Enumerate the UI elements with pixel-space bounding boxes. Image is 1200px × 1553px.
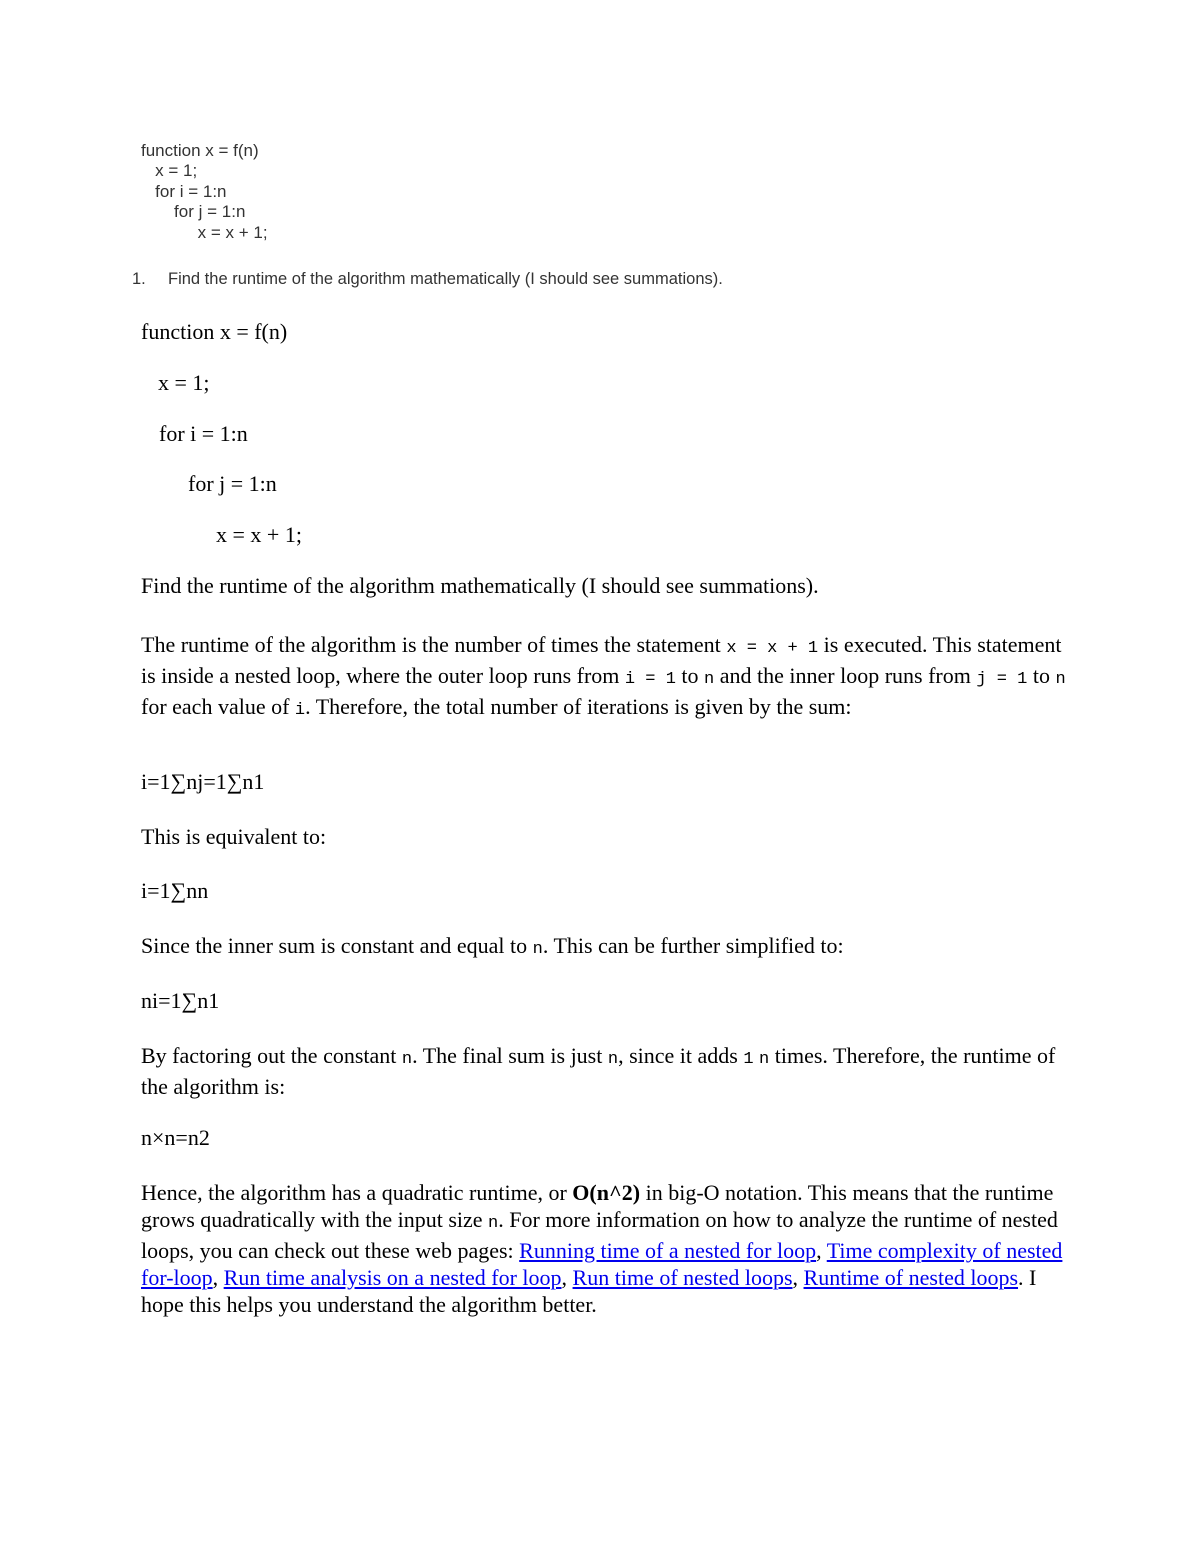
link-time-complexity-nested-for-loop[interactable]: Time complexity of nested for-loop: [141, 1238, 1063, 1290]
formula-result: n×n=n2: [141, 1125, 210, 1150]
inline-code: i = 1: [624, 670, 676, 689]
inline-code: i: [294, 701, 306, 720]
inline-code: j = 1: [976, 670, 1028, 689]
separator: ,: [561, 1265, 573, 1290]
paragraph-conclusion: [141, 1179, 1071, 1318]
text: . Therefore, the total number of iterations is given by the sum:: [305, 694, 852, 719]
inline-code: n: [488, 1214, 499, 1233]
paragraph-explanation: [141, 631, 1071, 724]
text: to: [1027, 663, 1056, 688]
big-o-notation: O(n^2): [572, 1180, 641, 1205]
inline-code: 1: [743, 1050, 754, 1069]
text: , since it adds: [618, 1043, 744, 1068]
text: . For more information on how to analyze the runtime of nested loops, you can check out these web pages:: [141, 1207, 1058, 1263]
code-line-large: for i = 1:n: [159, 421, 248, 446]
inline-code: x = x + 1: [726, 639, 819, 658]
code-line-large: x = x + 1;: [216, 522, 302, 547]
code-snippet-small: [141, 141, 268, 243]
separator: ,: [816, 1238, 827, 1263]
code-line: x = 1;: [141, 161, 198, 181]
text: Since the inner sum is constant and equal to: [141, 933, 533, 958]
code-line-large: for j = 1:n: [188, 471, 277, 496]
link-run-time-analysis-nested-for-loop[interactable]: Run time analysis on a nested for loop: [223, 1265, 562, 1290]
text: and the inner loop runs from: [714, 663, 977, 688]
text: in big-O notation. This means that the runtime grows quadratically with the input size: [141, 1180, 1054, 1232]
formula-single-sum: i=1∑nn: [141, 878, 209, 903]
text: . The final sum is just: [412, 1043, 608, 1068]
text: is executed. This statement is inside a nested loop, where the outer loop runs from: [141, 632, 1062, 688]
text: to: [675, 663, 705, 688]
question-text: Find the runtime of the algorithm mathematically (I should see summations).: [168, 270, 723, 288]
paragraph-factoring: [141, 1042, 1071, 1100]
inline-code: n: [401, 1050, 413, 1069]
code-line: x = x + 1;: [141, 222, 268, 242]
code-line: for j = 1:n: [141, 202, 246, 222]
text: times. Therefore, the runtime of the algorithm is:: [141, 1043, 1056, 1099]
inline-code: n: [759, 1050, 770, 1069]
question-number: 1.: [132, 270, 146, 288]
equivalent-text: This is equivalent to:: [141, 824, 327, 849]
formula-factored: ni=1∑n1: [141, 988, 220, 1013]
separator: ,: [792, 1265, 804, 1290]
inline-code: n: [607, 1050, 619, 1069]
text: By factoring out the constant: [141, 1043, 402, 1068]
inline-code: n: [1055, 670, 1066, 689]
text: . I hope this helps you understand the algorithm better.: [141, 1265, 1037, 1317]
restated-question: Find the runtime of the algorithm mathematically (I should see summations).: [141, 573, 819, 598]
link-run-time-nested-loops[interactable]: Run time of nested loops: [572, 1265, 793, 1290]
link-runtime-nested-loops[interactable]: Runtime of nested loops: [803, 1265, 1019, 1290]
inline-code: n: [532, 940, 543, 959]
separator: ,: [212, 1265, 224, 1290]
text: Hence, the algorithm has a quadratic runtime, or: [141, 1180, 573, 1205]
text: for each value of: [141, 694, 295, 719]
text: . This can be further simplified to:: [542, 933, 844, 958]
code-line-large: function x = f(n): [141, 319, 288, 344]
paragraph-simplify: [141, 932, 1071, 963]
text: The runtime of the algorithm is the number of times the statement: [141, 632, 727, 657]
question-item: [132, 270, 723, 289]
code-line-large: x = 1;: [158, 370, 210, 395]
formula-double-sum: i=1∑nj=1∑n1: [141, 769, 265, 794]
link-running-time-nested-for-loop[interactable]: Running time of a nested for loop: [519, 1238, 817, 1263]
code-line: function x = f(n): [141, 141, 259, 160]
inline-code: n: [704, 670, 715, 689]
code-line: for i = 1:n: [141, 181, 227, 201]
